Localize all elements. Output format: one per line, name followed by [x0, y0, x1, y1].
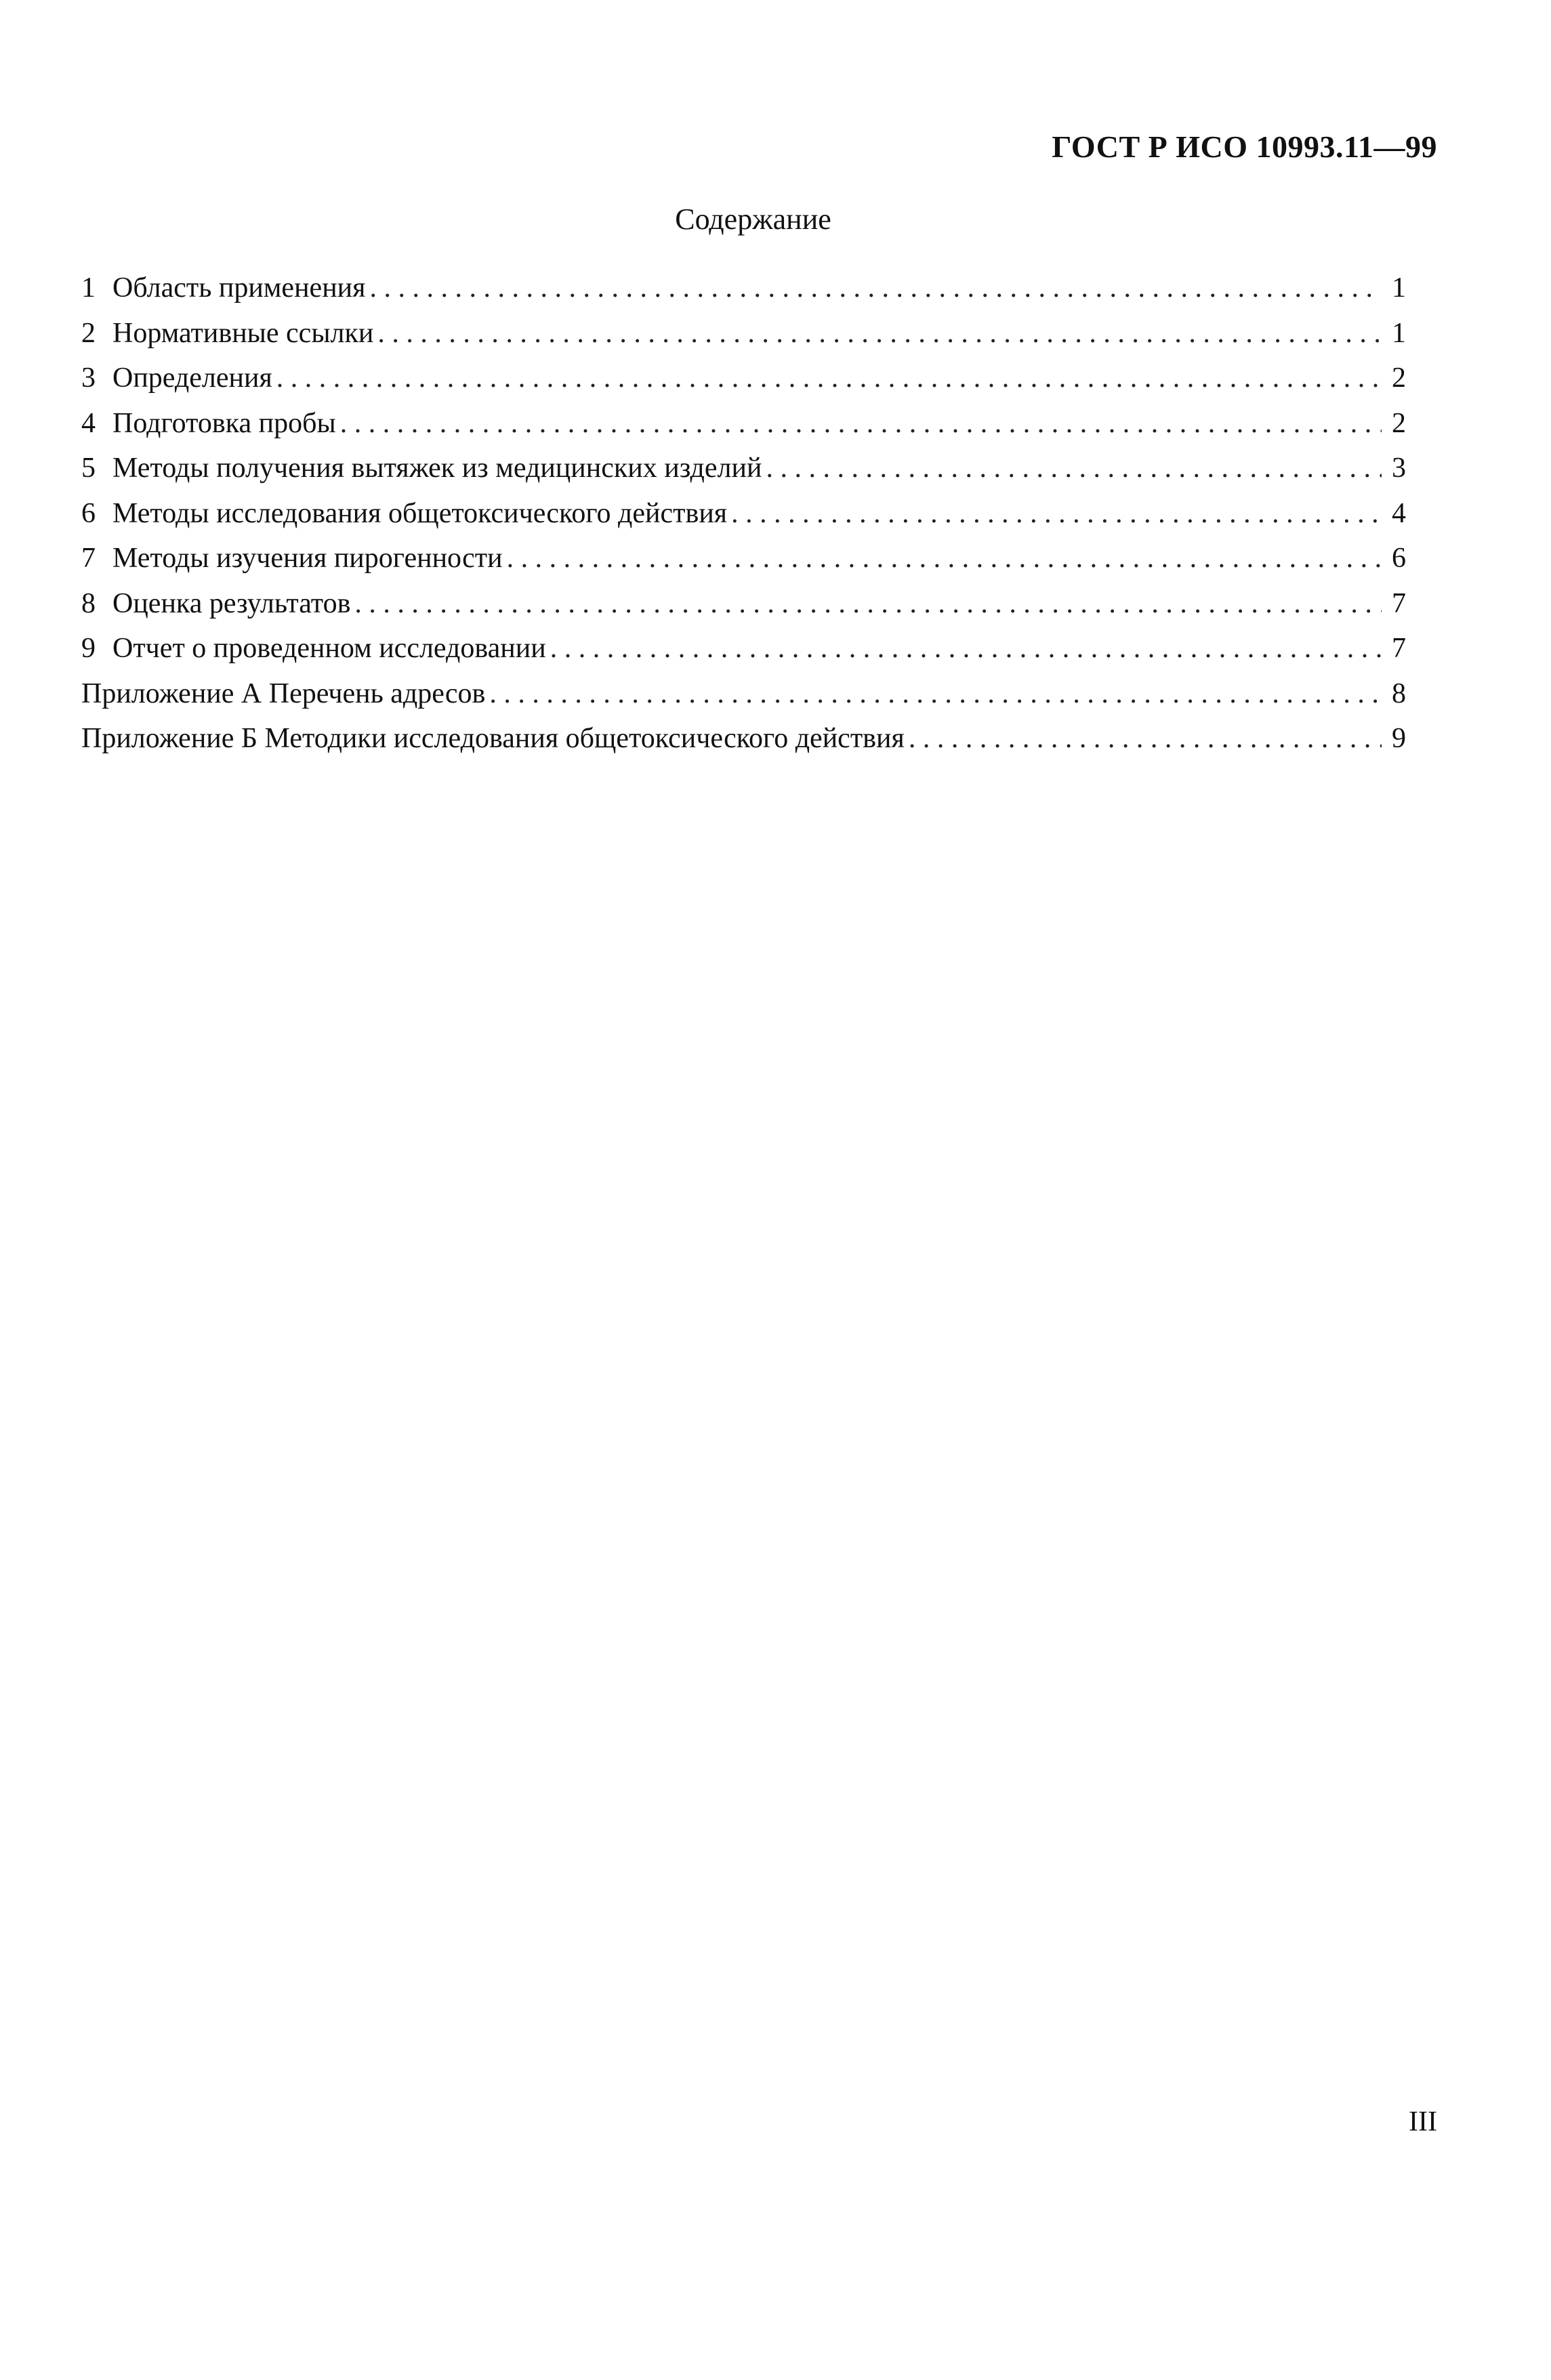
toc-leader-dots [369, 266, 1382, 311]
toc-item-number: 7 [81, 543, 96, 574]
toc-item-number: 1 [81, 272, 96, 304]
toc-leader-dots [766, 446, 1382, 491]
toc-item-page: 4 [1392, 497, 1406, 529]
toc-item-number: 2 [81, 317, 96, 349]
toc-leader-dots [276, 356, 1382, 401]
toc-item-appendix-a[interactable] [81, 671, 1406, 717]
toc-item-title: Приложение А Перечень адресов [81, 677, 486, 709]
toc-leader-dots [489, 671, 1382, 717]
toc-item-title: Определения [112, 362, 272, 394]
toc-item-number: 6 [81, 497, 96, 529]
toc-item-page: 1 [1392, 317, 1406, 349]
toc-item-appendix-b[interactable] [81, 716, 1406, 761]
toc-leader-dots [354, 581, 1382, 627]
toc-item-number: 8 [81, 587, 96, 619]
toc-leader-dots [507, 536, 1382, 581]
toc-item[interactable] [81, 311, 1406, 356]
toc-item-title: Нормативные ссылки [112, 317, 374, 349]
toc-item[interactable] [81, 626, 1406, 671]
toc-item-page: 2 [1392, 362, 1406, 394]
toc-item-title: Оценка результатов [112, 587, 351, 619]
toc-item-title: Методы исследования общетоксического действия [112, 497, 728, 529]
toc-leader-dots [340, 401, 1382, 446]
toc-item-title: Методы получения вытяжек из медицинских изделий [112, 453, 762, 484]
toc-item-title: Приложение Б Методики исследования общетоксического действия [81, 723, 905, 754]
toc-item-title: Подготовка пробы [112, 407, 336, 439]
toc-item-page: 7 [1392, 633, 1406, 664]
toc-leader-dots [550, 626, 1382, 671]
toc-item[interactable] [81, 356, 1406, 401]
toc-item[interactable] [81, 266, 1406, 311]
toc-item-title: Отчет о проведенном исследовании [112, 633, 546, 664]
toc-item-page: 3 [1392, 453, 1406, 484]
toc-item-page: 7 [1392, 587, 1406, 619]
page-number: III [1409, 2106, 1437, 2137]
toc-item-number: 9 [81, 633, 96, 664]
toc-item-page: 6 [1392, 543, 1406, 574]
toc-title: Содержание [675, 203, 831, 236]
toc-leader-dots [377, 311, 1382, 356]
toc-leader-dots [731, 491, 1382, 537]
toc-item[interactable] [81, 536, 1406, 581]
toc-leader-dots [909, 716, 1382, 761]
toc-item[interactable] [81, 446, 1406, 491]
toc-item-page: 8 [1392, 677, 1406, 709]
toc-item-number: 3 [81, 362, 96, 394]
toc-item-title: Область применения [112, 272, 366, 304]
toc-item[interactable] [81, 581, 1406, 627]
table-of-contents [81, 266, 1406, 761]
toc-item[interactable] [81, 491, 1406, 537]
toc-item-page: 2 [1392, 407, 1406, 439]
toc-item[interactable] [81, 401, 1406, 446]
toc-item-number: 5 [81, 453, 96, 484]
toc-item-page: 9 [1392, 723, 1406, 754]
toc-item-title: Методы изучения пирогенности [112, 543, 503, 574]
toc-item-page: 1 [1392, 272, 1406, 304]
toc-item-number: 4 [81, 407, 96, 439]
document-code: ГОСТ Р ИСО 10993.11—99 [1052, 129, 1437, 164]
